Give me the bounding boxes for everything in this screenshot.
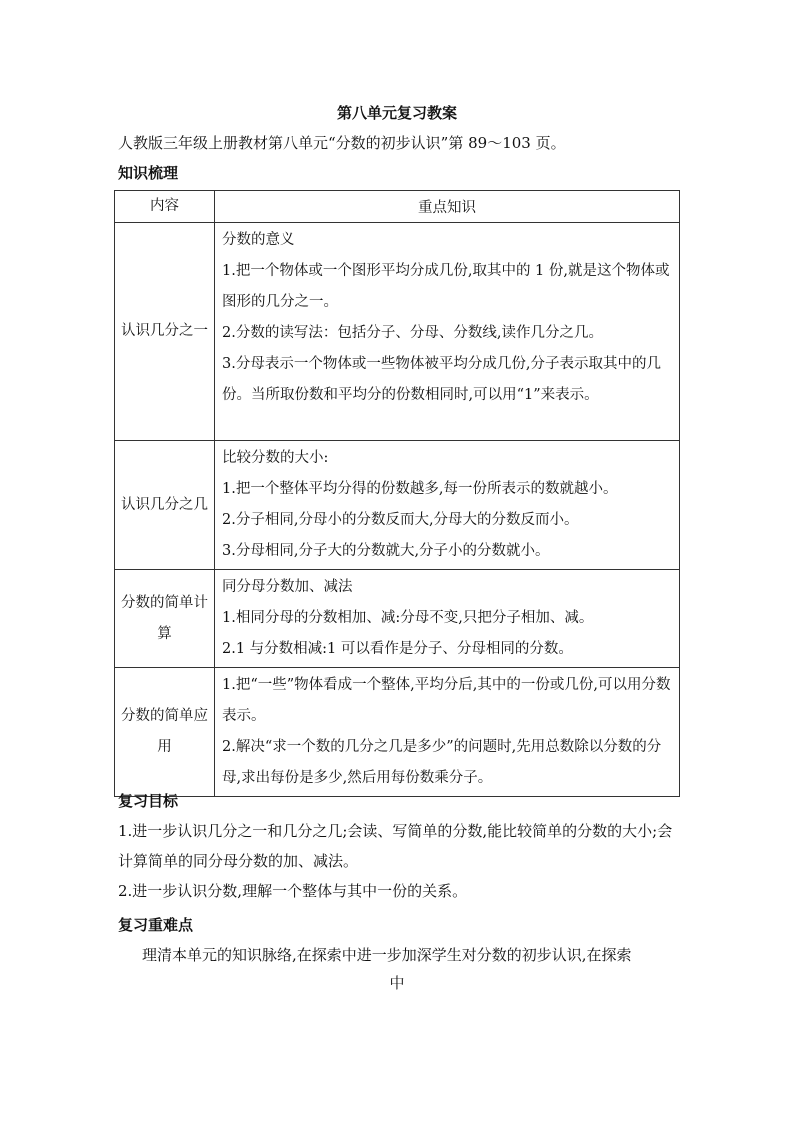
point-line: 1.把一个整体平均分得的份数越多,每一份所表示的数就越小。 bbox=[222, 481, 618, 497]
point-line: 2.解决“求一个数的几分之几是多少”的问题时,先用总数除以分数的分母,求出每份是多少,然后用每份数乘分子。 bbox=[222, 739, 662, 786]
point-line: 1.把一个物体或一个图形平均分成几份,取其中的 1 份,就是这个物体或图形的几分之一。 bbox=[222, 263, 670, 310]
section-heading-goals: 复习目标 bbox=[118, 792, 179, 810]
knowledge-table bbox=[114, 190, 680, 797]
point-line: 2.分数的读写法：包括分子、分母、分数线,读作几分之几。 bbox=[222, 325, 603, 341]
table-cell-topic: 分数的简单计算 bbox=[115, 570, 215, 668]
point-line: 1.相同分母的分数相加、减:分母不变,只把分子相加、减。 bbox=[222, 610, 594, 626]
intro-text: 人教版三年级上册教材第八单元“分数的初步认识”第 89～103 页。 bbox=[118, 134, 566, 152]
keypoints-tail: 中 bbox=[389, 974, 405, 992]
goals-list bbox=[118, 816, 678, 906]
table-row bbox=[115, 668, 680, 797]
table-row bbox=[115, 570, 680, 668]
table-cell-topic: 分数的简单应用 bbox=[115, 668, 215, 797]
keypoints-text: 理清本单元的知识脉络,在探索中进一步加深学生对分数的初步认识,在探索 bbox=[142, 946, 632, 964]
table-cell-points bbox=[215, 668, 680, 797]
point-line: 3.分母表示一个物体或一些物体被平均分成几份,分子表示取其中的几份。当所取份数和平均分的份数相同时,可以用“1”来表示。 bbox=[222, 356, 661, 403]
goal-item: 1.进一步认识几分之一和几分之几;会读、写简单的分数,能比较简单的分数的大小;会计算简单的同分母分数的加、减法。 bbox=[118, 822, 673, 870]
point-line: 分数的意义 bbox=[222, 232, 295, 248]
table-header-key-knowledge: 重点知识 bbox=[215, 191, 680, 223]
point-line: 1.把“一些”物体看成一个整体,平均分后,其中的一份或几份,可以用分数表示。 bbox=[222, 677, 671, 724]
point-line: 3.分母相同,分子大的分数就大,分子小的分数就小。 bbox=[222, 543, 550, 559]
point-line: 比较分数的大小: bbox=[222, 450, 329, 466]
table-cell-topic: 认识几分之一 bbox=[115, 223, 215, 441]
table-cell-points bbox=[215, 441, 680, 570]
table-cell-points bbox=[215, 570, 680, 668]
section-heading-knowledge: 知识梳理 bbox=[118, 164, 179, 182]
point-line: 2.分子相同,分母小的分数反而大,分母大的分数反而小。 bbox=[222, 512, 579, 528]
table-cell-topic: 认识几分之几 bbox=[115, 441, 215, 570]
page-title: 第八单元复习教案 bbox=[336, 104, 457, 122]
point-line: 同分母分数加、减法 bbox=[222, 579, 353, 595]
table-header-row bbox=[115, 191, 680, 223]
keypoints-paragraph bbox=[112, 940, 682, 970]
table-cell-points bbox=[215, 223, 680, 441]
table-row bbox=[115, 223, 680, 441]
goal-item: 2.进一步认识分数,理解一个整体与其中一份的关系。 bbox=[118, 882, 468, 900]
point-line: 2.1 与分数相减:1 可以看作是分子、分母相同的分数。 bbox=[222, 641, 573, 657]
section-heading-keypoints: 复习重难点 bbox=[118, 916, 194, 934]
table-row bbox=[115, 441, 680, 570]
table-header-content: 内容 bbox=[115, 191, 215, 223]
